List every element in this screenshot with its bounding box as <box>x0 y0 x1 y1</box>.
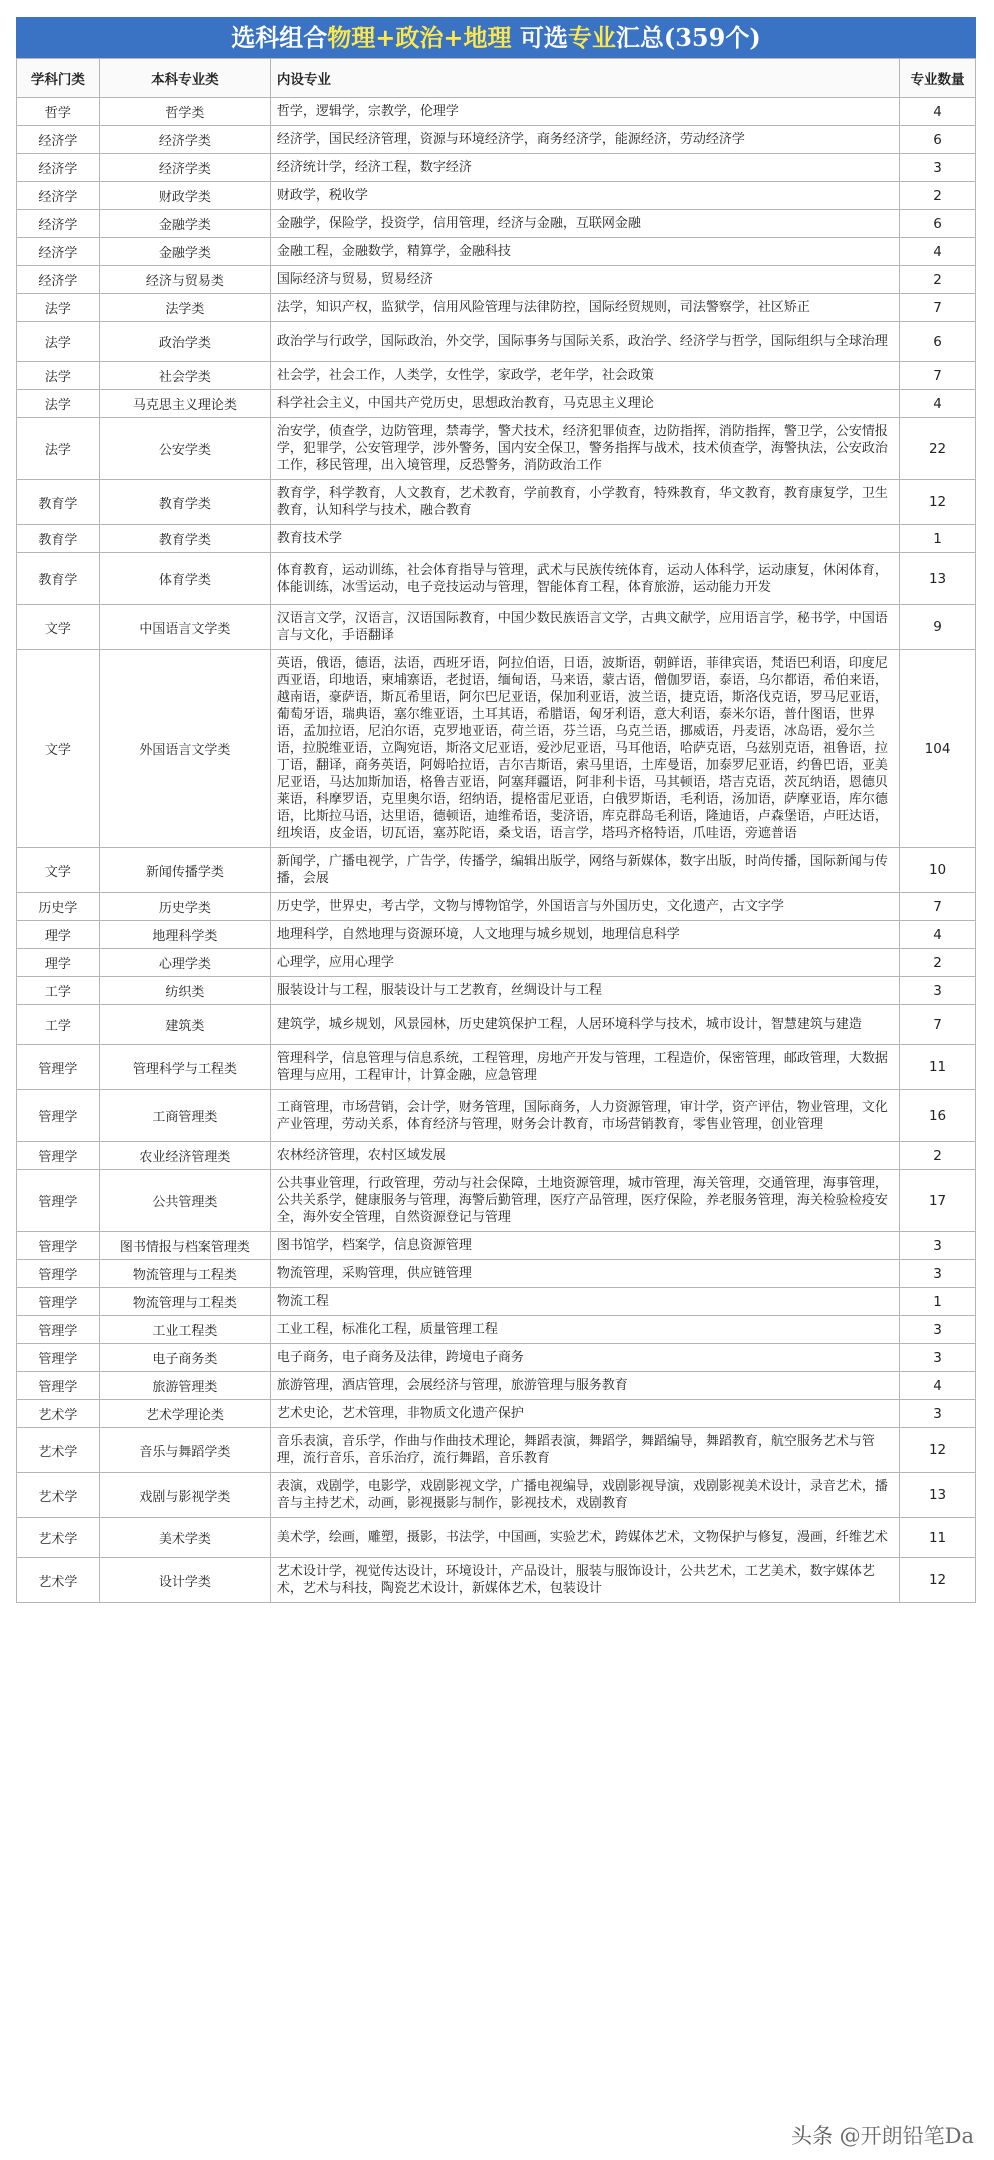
count-cell: 3 <box>900 977 976 1005</box>
header-class: 本科专业类 <box>99 59 270 98</box>
table-row <box>17 1288 976 1316</box>
header-category: 学科门类 <box>17 59 100 98</box>
table-row <box>17 1005 976 1045</box>
class-cell: 法学类 <box>99 294 270 322</box>
category-cell: 法学 <box>17 322 100 362</box>
class-cell: 公安学类 <box>99 418 270 480</box>
class-cell: 历史学类 <box>99 893 270 921</box>
count-cell: 12 <box>900 480 976 525</box>
count-cell: 3 <box>900 1260 976 1288</box>
title-highlight-majors: 专业 <box>567 23 616 52</box>
desc-cell: 物流管理，采购管理，供应链管理 <box>270 1260 899 1288</box>
category-cell: 管理学 <box>17 1372 100 1400</box>
count-cell: 4 <box>900 390 976 418</box>
table-row <box>17 848 976 893</box>
count-cell: 10 <box>900 848 976 893</box>
desc-cell: 电子商务，电子商务及法律，跨境电子商务 <box>270 1344 899 1372</box>
category-cell: 管理学 <box>17 1288 100 1316</box>
desc-cell: 治安学，侦查学，边防管理，禁毒学，警犬技术，经济犯罪侦查，边防指挥，消防指挥，警卫学，公安情报学，犯罪学，公安管理学，涉外警务，国内安全保卫，警务指挥与战术，技术侦查学，海警执法，公安政治工作，移民管理，出入境管理，反恐警务，消防政治工作 <box>270 418 899 480</box>
class-cell: 社会学类 <box>99 362 270 390</box>
table-row <box>17 650 976 848</box>
desc-cell: 金融学，保险学，投资学，信用管理，经济与金融，互联网金融 <box>270 210 899 238</box>
category-cell: 管理学 <box>17 1090 100 1142</box>
desc-cell: 旅游管理，酒店管理，会展经济与管理，旅游管理与服务教育 <box>270 1372 899 1400</box>
category-cell: 艺术学 <box>17 1473 100 1518</box>
category-cell: 文学 <box>17 848 100 893</box>
desc-cell: 艺术史论，艺术管理，非物质文化遗产保护 <box>270 1400 899 1428</box>
table-row <box>17 418 976 480</box>
count-cell: 2 <box>900 949 976 977</box>
class-cell: 设计学类 <box>99 1558 270 1603</box>
desc-cell: 法学，知识产权，监狱学，信用风险管理与法律防控，国际经贸规则，司法警察学，社区矫正 <box>270 294 899 322</box>
desc-cell: 科学社会主义，中国共产党历史，思想政治教育，马克思主义理论 <box>270 390 899 418</box>
class-cell: 新闻传播学类 <box>99 848 270 893</box>
table-row <box>17 238 976 266</box>
category-cell: 法学 <box>17 418 100 480</box>
table-row <box>17 525 976 553</box>
table-row <box>17 553 976 605</box>
desc-cell: 经济学，国民经济管理，资源与环境经济学，商务经济学，能源经济，劳动经济学 <box>270 126 899 154</box>
class-cell: 农业经济管理类 <box>99 1142 270 1170</box>
category-cell: 法学 <box>17 390 100 418</box>
category-cell: 经济学 <box>17 266 100 294</box>
class-cell: 马克思主义理论类 <box>99 390 270 418</box>
class-cell: 中国语言文学类 <box>99 605 270 650</box>
class-cell: 财政学类 <box>99 182 270 210</box>
class-cell: 物流管理与工程类 <box>99 1260 270 1288</box>
desc-cell: 教育技术学 <box>270 525 899 553</box>
table-row <box>17 98 976 126</box>
count-cell: 4 <box>900 238 976 266</box>
table-row <box>17 605 976 650</box>
category-cell: 教育学 <box>17 525 100 553</box>
desc-cell: 金融工程，金融数学，精算学，金融科技 <box>270 238 899 266</box>
count-cell: 17 <box>900 1170 976 1232</box>
class-cell: 音乐与舞蹈学类 <box>99 1428 270 1473</box>
class-cell: 物流管理与工程类 <box>99 1288 270 1316</box>
category-cell: 艺术学 <box>17 1400 100 1428</box>
desc-cell: 教育学，科学教育，人文教育，艺术教育，学前教育，小学教育，特殊教育，华文教育，教育康复学，卫生教育，认知科学与技术，融合教育 <box>270 480 899 525</box>
table-row <box>17 921 976 949</box>
count-cell: 6 <box>900 210 976 238</box>
title-highlight-subjects: 物理+政治+地理 <box>327 23 512 52</box>
category-cell: 工学 <box>17 977 100 1005</box>
count-cell: 7 <box>900 893 976 921</box>
class-cell: 工商管理类 <box>99 1090 270 1142</box>
header-count: 专业数量 <box>900 59 976 98</box>
count-cell: 22 <box>900 418 976 480</box>
table-row <box>17 1316 976 1344</box>
count-cell: 3 <box>900 1400 976 1428</box>
category-cell: 文学 <box>17 605 100 650</box>
class-cell: 教育学类 <box>99 525 270 553</box>
category-cell: 法学 <box>17 362 100 390</box>
desc-cell: 英语，俄语，德语，法语，西班牙语，阿拉伯语，日语，波斯语，朝鲜语，菲律宾语，梵语巴利语，印度尼西亚语，印地语，柬埔寨语，老挝语，缅甸语，马来语，蒙古语，僧伽罗语，泰语，乌尔都语，希伯来语，越南语，豪萨语，斯瓦希里语，阿尔巴尼亚语，保加利亚语，波兰语，捷克语，斯洛伐克语，罗马尼亚语，葡萄牙语，瑞典语，塞尔维亚语，土耳其语，希腊语，匈牙利语，意大利语，泰米尔语，普什图语，世界语，孟加拉语，尼泊尔语，克罗地亚语，荷兰语，芬兰语，乌克兰语，挪威语，丹麦语，冰岛语，爱尔兰语，拉脱维亚语，立陶宛语，斯洛文尼亚语，爱沙尼亚语，马耳他语，哈萨克语，乌兹别克语，祖鲁语，拉丁语，翻译，商务英语，阿姆哈拉语，吉尔吉斯语，索马里语，土库曼语，加泰罗尼亚语，约鲁巴语，亚美尼亚语，马达加斯加语，格鲁吉亚语，阿塞拜疆语，阿非利卡语，马其顿语，塔吉克语，茨瓦纳语，恩德贝莱语，科摩罗语，克里奥尔语，绍纳语，提格雷尼亚语，白俄罗斯语，毛利语，汤加语，萨摩亚语，库尔德语，比斯拉马语，达里语，德顿语，迪维希语，斐济语，库克群岛毛利语，隆迪语，卢森堡语，卢旺达语，纽埃语，皮金语，切瓦语，塞苏陀语，桑戈语，语言学，塔玛齐格特语，爪哇语，旁遮普语 <box>270 650 899 848</box>
count-cell: 6 <box>900 322 976 362</box>
class-cell: 纺织类 <box>99 977 270 1005</box>
table-row <box>17 1344 976 1372</box>
desc-cell: 体育教育，运动训练，社会体育指导与管理，武术与民族传统体育，运动人体科学，运动康复，休闲体育，体能训练，冰雪运动，电子竞技运动与管理，智能体育工程，体育旅游，运动能力开发 <box>270 553 899 605</box>
category-cell: 管理学 <box>17 1142 100 1170</box>
desc-cell: 艺术设计学，视觉传达设计，环境设计，产品设计，服装与服饰设计，公共艺术，工艺美术，数字媒体艺术，艺术与科技，陶瓷艺术设计，新媒体艺术，包装设计 <box>270 1558 899 1603</box>
table-row <box>17 154 976 182</box>
table-row <box>17 977 976 1005</box>
class-cell: 艺术学理论类 <box>99 1400 270 1428</box>
count-cell: 2 <box>900 1142 976 1170</box>
class-cell: 哲学类 <box>99 98 270 126</box>
count-cell: 16 <box>900 1090 976 1142</box>
count-cell: 11 <box>900 1518 976 1558</box>
class-cell: 教育学类 <box>99 480 270 525</box>
desc-cell: 汉语言文学，汉语言，汉语国际教育，中国少数民族语言文学，古典文献学，应用语言学，秘书学，中国语言与文化，手语翻译 <box>270 605 899 650</box>
table-row <box>17 1558 976 1603</box>
desc-cell: 服装设计与工程，服装设计与工艺教育，丝绸设计与工程 <box>270 977 899 1005</box>
count-cell: 12 <box>900 1558 976 1603</box>
class-cell: 心理学类 <box>99 949 270 977</box>
table-body <box>17 98 976 1603</box>
category-cell: 经济学 <box>17 154 100 182</box>
desc-cell: 农林经济管理，农村区域发展 <box>270 1142 899 1170</box>
class-cell: 金融学类 <box>99 210 270 238</box>
table-row <box>17 1045 976 1090</box>
count-cell: 6 <box>900 126 976 154</box>
category-cell: 经济学 <box>17 126 100 154</box>
table-row <box>17 362 976 390</box>
class-cell: 戏剧与影视学类 <box>99 1473 270 1518</box>
title-mid: 可选 <box>511 23 568 52</box>
category-cell: 经济学 <box>17 182 100 210</box>
desc-cell: 经济统计学，经济工程，数字经济 <box>270 154 899 182</box>
count-cell: 11 <box>900 1045 976 1090</box>
table-row <box>17 1400 976 1428</box>
table-title <box>16 17 976 58</box>
category-cell: 经济学 <box>17 210 100 238</box>
desc-cell: 音乐表演，音乐学，作曲与作曲技术理论，舞蹈表演，舞蹈学，舞蹈编导，舞蹈教育，航空服务艺术与管理，流行音乐，音乐治疗，流行舞蹈，音乐教育 <box>270 1428 899 1473</box>
table-row <box>17 1260 976 1288</box>
desc-cell: 工商管理，市场营销，会计学，财务管理，国际商务，人力资源管理，审计学，资产评估，物业管理，文化产业管理，劳动关系，体育经济与管理，财务会计教育，市场营销教育，零售业管理，创业管理 <box>270 1090 899 1142</box>
count-cell: 3 <box>900 1344 976 1372</box>
table-row <box>17 294 976 322</box>
class-cell: 政治学类 <box>99 322 270 362</box>
desc-cell: 新闻学，广播电视学，广告学，传播学，编辑出版学，网络与新媒体，数字出版，时尚传播，国际新闻与传播，会展 <box>270 848 899 893</box>
category-cell: 管理学 <box>17 1260 100 1288</box>
table-row <box>17 182 976 210</box>
desc-cell: 图书馆学，档案学，信息资源管理 <box>270 1232 899 1260</box>
class-cell: 公共管理类 <box>99 1170 270 1232</box>
category-cell: 艺术学 <box>17 1558 100 1603</box>
title-prefix: 选科组合 <box>231 23 328 52</box>
table-row <box>17 893 976 921</box>
count-cell: 2 <box>900 182 976 210</box>
count-cell: 7 <box>900 1005 976 1045</box>
category-cell: 教育学 <box>17 480 100 525</box>
class-cell: 建筑类 <box>99 1005 270 1045</box>
class-cell: 工业工程类 <box>99 1316 270 1344</box>
count-cell: 4 <box>900 921 976 949</box>
desc-cell: 国际经济与贸易，贸易经济 <box>270 266 899 294</box>
count-cell: 4 <box>900 98 976 126</box>
category-cell: 管理学 <box>17 1316 100 1344</box>
table-row <box>17 1518 976 1558</box>
table-row <box>17 1090 976 1142</box>
category-cell: 理学 <box>17 921 100 949</box>
count-cell: 3 <box>900 1232 976 1260</box>
category-cell: 艺术学 <box>17 1518 100 1558</box>
count-cell: 4 <box>900 1372 976 1400</box>
class-cell: 地理科学类 <box>99 921 270 949</box>
watermark-author: @开朗铅笔Da <box>839 2124 974 2148</box>
table-row <box>17 322 976 362</box>
title-suffix: 汇总(359个) <box>615 23 761 52</box>
majors-table <box>16 58 976 1603</box>
watermark <box>785 2114 980 2158</box>
table-row <box>17 949 976 977</box>
table-row <box>17 1473 976 1518</box>
category-cell: 经济学 <box>17 238 100 266</box>
table-row <box>17 390 976 418</box>
category-cell: 管理学 <box>17 1344 100 1372</box>
count-cell: 3 <box>900 154 976 182</box>
class-cell: 经济学类 <box>99 154 270 182</box>
category-cell: 文学 <box>17 650 100 848</box>
category-cell: 历史学 <box>17 893 100 921</box>
class-cell: 经济与贸易类 <box>99 266 270 294</box>
table-row <box>17 480 976 525</box>
class-cell: 电子商务类 <box>99 1344 270 1372</box>
category-cell: 工学 <box>17 1005 100 1045</box>
category-cell: 法学 <box>17 294 100 322</box>
class-cell: 管理科学与工程类 <box>99 1045 270 1090</box>
class-cell: 图书情报与档案管理类 <box>99 1232 270 1260</box>
desc-cell: 心理学，应用心理学 <box>270 949 899 977</box>
count-cell: 13 <box>900 553 976 605</box>
count-cell: 9 <box>900 605 976 650</box>
desc-cell: 哲学，逻辑学，宗教学，伦理学 <box>270 98 899 126</box>
category-cell: 管理学 <box>17 1232 100 1260</box>
table-row <box>17 1372 976 1400</box>
desc-cell: 社会学，社会工作，人类学，女性学，家政学，老年学，社会政策 <box>270 362 899 390</box>
count-cell: 7 <box>900 362 976 390</box>
count-cell: 2 <box>900 266 976 294</box>
count-cell: 104 <box>900 650 976 848</box>
desc-cell: 工业工程，标准化工程，质量管理工程 <box>270 1316 899 1344</box>
desc-cell: 表演，戏剧学，电影学，戏剧影视文学，广播电视编导，戏剧影视导演，戏剧影视美术设计，录音艺术，播音与主持艺术，动画，影视摄影与制作，影视技术，戏剧教育 <box>270 1473 899 1518</box>
class-cell: 外国语言文学类 <box>99 650 270 848</box>
class-cell: 体育学类 <box>99 553 270 605</box>
desc-cell: 管理科学，信息管理与信息系统，工程管理，房地产开发与管理，工程造价，保密管理，邮政管理，大数据管理与应用，工程审计，计算金融，应急管理 <box>270 1045 899 1090</box>
header-row <box>17 59 976 98</box>
table-row <box>17 210 976 238</box>
category-cell: 教育学 <box>17 553 100 605</box>
desc-cell: 建筑学，城乡规划，风景园林，历史建筑保护工程，人居环境科学与技术，城市设计，智慧建筑与建造 <box>270 1005 899 1045</box>
class-cell: 金融学类 <box>99 238 270 266</box>
desc-cell: 物流工程 <box>270 1288 899 1316</box>
table-row <box>17 1170 976 1232</box>
header-desc: 内设专业 <box>270 59 899 98</box>
desc-cell: 地理科学，自然地理与资源环境，人文地理与城乡规划，地理信息科学 <box>270 921 899 949</box>
desc-cell: 公共事业管理，行政管理，劳动与社会保障，土地资源管理，城市管理，海关管理，交通管理，海事管理，公共关系学，健康服务与管理，海警后勤管理，医疗产品管理，医疗保险，养老服务管理，海关检验检疫安全，海外安全管理，自然资源登记与管理 <box>270 1170 899 1232</box>
table-row <box>17 1232 976 1260</box>
category-cell: 管理学 <box>17 1170 100 1232</box>
category-cell: 理学 <box>17 949 100 977</box>
table-row <box>17 126 976 154</box>
count-cell: 12 <box>900 1428 976 1473</box>
desc-cell: 历史学，世界史，考古学，文物与博物馆学，外国语言与外国历史，文化遗产，古文字学 <box>270 893 899 921</box>
count-cell: 1 <box>900 1288 976 1316</box>
category-cell: 管理学 <box>17 1045 100 1090</box>
table-row <box>17 1142 976 1170</box>
count-cell: 13 <box>900 1473 976 1518</box>
desc-cell: 美术学，绘画，雕塑，摄影，书法学，中国画，实验艺术，跨媒体艺术，文物保护与修复，漫画，纤维艺术 <box>270 1518 899 1558</box>
desc-cell: 政治学与行政学，国际政治，外交学，国际事务与国际关系，政治学、经济学与哲学，国际组织与全球治理 <box>270 322 899 362</box>
class-cell: 美术学类 <box>99 1518 270 1558</box>
count-cell: 1 <box>900 525 976 553</box>
watermark-platform: 头条 <box>790 2124 833 2148</box>
class-cell: 经济学类 <box>99 126 270 154</box>
table-row <box>17 1428 976 1473</box>
count-cell: 3 <box>900 1316 976 1344</box>
class-cell: 旅游管理类 <box>99 1372 270 1400</box>
desc-cell: 财政学，税收学 <box>270 182 899 210</box>
table-row <box>17 266 976 294</box>
category-cell: 哲学 <box>17 98 100 126</box>
category-cell: 艺术学 <box>17 1428 100 1473</box>
count-cell: 7 <box>900 294 976 322</box>
